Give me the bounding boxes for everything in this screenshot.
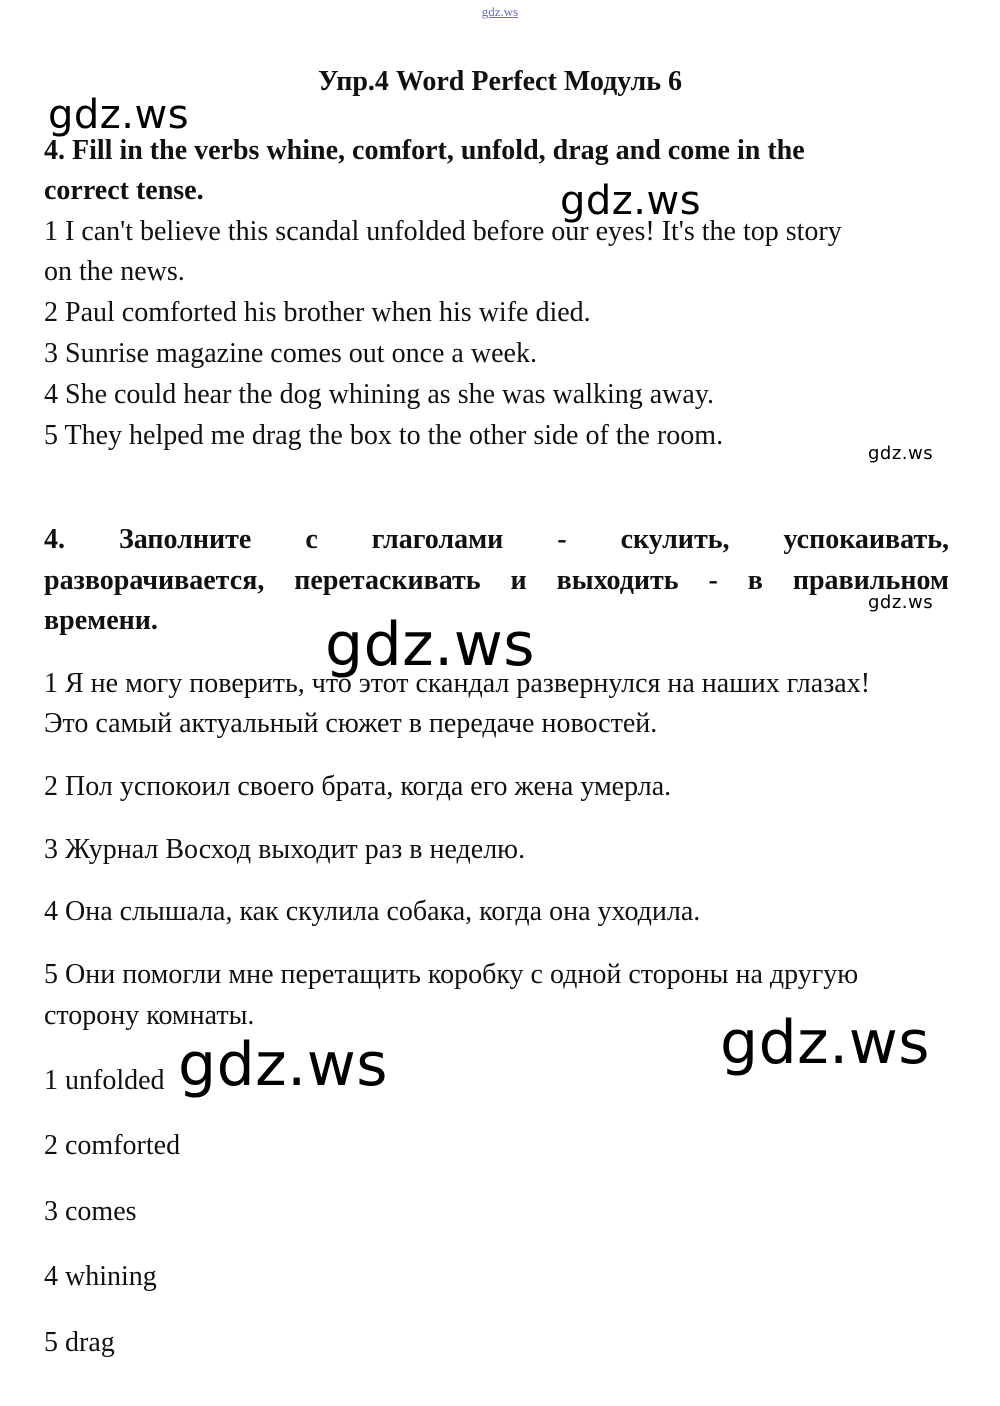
answer-4: 4 whining — [44, 1261, 157, 1292]
english-sentence-1-line-1: 1 I can't believe this scandal unfolded before our eyes! It's the top story — [44, 216, 842, 247]
russian-sentence-4: 4 Она слышала, как скулила собака, когда она уходила. — [44, 896, 701, 927]
answer-2: 2 comforted — [44, 1130, 181, 1161]
english-sentence-3: 3 Sunrise magazine comes out once a week. — [44, 338, 537, 369]
answer-1: 1 unfolded — [44, 1065, 165, 1096]
russian-task-line-2: разворачивается, перетаскивать и выходить - в правильном — [44, 565, 949, 596]
watermark: gdz.ws — [868, 443, 934, 464]
russian-sentence-5-line-1: 5 Они помогли мне перетащить коробку с одной стороны на другую — [44, 959, 859, 990]
watermark: gdz.ws — [178, 1030, 389, 1100]
english-sentence-5: 5 They helped me drag the box to the other side of the room. — [44, 420, 724, 451]
english-sentence-2: 2 Paul comforted his brother when his wife died. — [44, 297, 591, 328]
watermark: gdz.ws — [560, 178, 702, 224]
answer-5: 5 drag — [44, 1327, 115, 1358]
russian-sentence-2: 2 Пол успокоил своего брата, когда его жена умерла. — [44, 771, 672, 802]
russian-task-line-1: 4. Заполните с глаголами - скулить, успокаивать, — [44, 524, 949, 555]
watermark: gdz.ws — [720, 1008, 931, 1078]
english-sentence-1-line-2: on the news. — [44, 256, 185, 287]
russian-task-line-3: времени. — [44, 605, 158, 636]
english-task-line-2: correct tense. — [44, 175, 204, 206]
watermark: gdz.ws — [325, 610, 536, 680]
english-task-line-1: 4. Fill in the verbs whine, comfort, unfold, drag and come in the — [44, 135, 805, 166]
page-title: Упр.4 Word Perfect Модуль 6 — [317, 66, 683, 97]
russian-sentence-5-line-2: сторону комнаты. — [44, 1000, 255, 1031]
russian-sentence-1-line-1: 1 Я не могу поверить, что этот скандал развернулся на наших глазах! — [44, 668, 871, 699]
russian-sentence-1-line-2: Это самый актуальный сюжет в передаче новостей. — [44, 708, 658, 739]
watermark: gdz.ws — [48, 92, 190, 138]
watermark: gdz.ws — [868, 592, 934, 613]
russian-sentence-3: 3 Журнал Восход выходит раз в неделю. — [44, 834, 526, 865]
site-link[interactable]: gdz.ws — [481, 4, 519, 19]
answer-3: 3 comes — [44, 1196, 137, 1227]
english-sentence-4: 4 She could hear the dog whining as she was walking away. — [44, 379, 715, 410]
